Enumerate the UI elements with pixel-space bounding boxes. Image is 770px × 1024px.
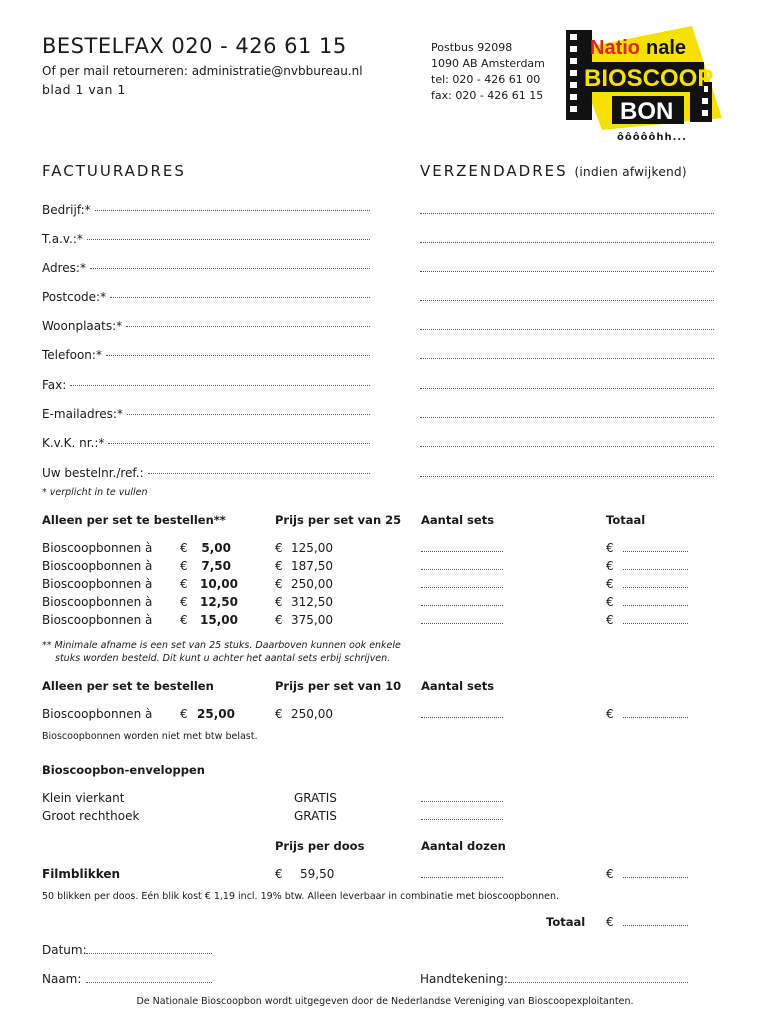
field-line[interactable] (148, 473, 370, 474)
quantity-input[interactable] (421, 877, 503, 878)
filmblikken-note: 50 blikken per doos. Eén blik kost € 1,19 incl. 19% btw. Alleen leverbaar in combinatie met bioscoopbonnen. (42, 891, 560, 902)
euro-sign: € (275, 559, 283, 573)
col-header-set-price: Prijs per set van 25 (275, 513, 402, 527)
total-input[interactable] (623, 623, 688, 624)
field-adres[interactable] (42, 261, 370, 275)
row-label: Filmblikken (42, 867, 121, 881)
date-input[interactable] (86, 953, 212, 954)
unit-price: 5,00 (201, 541, 231, 555)
box-price: 59,50 (300, 867, 335, 881)
euro-sign: € (275, 595, 283, 609)
field-line[interactable] (110, 297, 370, 298)
field-line[interactable] (108, 443, 370, 444)
minimum-order-note-cont: stuks worden besteld. Dit kunt u achter het aantal sets erbij schrijven. (55, 653, 391, 664)
grand-total-input[interactable] (623, 925, 688, 926)
mail-instruction: Of per mail retourneren: administratie@nvbbureau.nl (42, 64, 363, 78)
shipping-line[interactable] (420, 300, 714, 301)
euro-sign: € (606, 595, 614, 609)
price-free: GRATIS (294, 809, 337, 823)
euro-sign: € (180, 559, 188, 573)
field-label: Uw bestelnr./ref.: (42, 466, 144, 480)
col-header-box-quantity: Aantal dozen (421, 839, 506, 853)
address-line: Postbus 92098 (431, 41, 513, 54)
shipping-line[interactable] (420, 476, 714, 477)
quantity-input[interactable] (421, 551, 503, 552)
footer-credit: De Nationale Bioscoopbon wordt uitgegeven door de Nederlandse Vereniging van Bioscoopexploitanten. (136, 996, 634, 1007)
field-label: Bedrijf:* (42, 203, 91, 217)
signature-input[interactable] (508, 982, 688, 983)
minimum-order-note: ** Minimale afname is een set van 25 stuks. Daarboven kunnen ook enkele (42, 640, 401, 651)
field-label: Postcode:* (42, 290, 107, 304)
total-input[interactable] (623, 551, 688, 552)
field-label: E-mailadres:* (42, 407, 123, 421)
shipping-line[interactable] (420, 271, 714, 272)
field-line[interactable] (90, 268, 370, 269)
euro-sign: € (275, 577, 283, 591)
total-input[interactable] (623, 587, 688, 588)
field-emailadres[interactable] (42, 407, 370, 421)
row-label: Klein vierkant (42, 791, 125, 805)
date-label: Datum: (42, 943, 87, 957)
shipping-line[interactable] (420, 446, 714, 447)
logo-text-bioscoop: BIOSCOOP (584, 65, 714, 92)
field-line[interactable] (70, 385, 370, 386)
address-line: fax: 020 - 426 61 15 (431, 89, 544, 102)
logo-tagline: ôôôôôhh... (617, 132, 687, 143)
address-line: 1090 AB Amsterdam (431, 57, 545, 70)
envelopes-heading: Bioscoopbon-enveloppen (42, 763, 205, 777)
signature-label: Handtekening: (420, 972, 508, 986)
shipping-line[interactable] (420, 213, 714, 214)
set-price: 187,50 (291, 559, 333, 573)
billing-heading: FACTUURADRES (42, 162, 186, 180)
total-input[interactable] (623, 605, 688, 606)
row-label: Bioscoopbonnen à (42, 541, 153, 555)
total-input[interactable] (623, 569, 688, 570)
euro-sign: € (606, 577, 614, 591)
col-header-set-price: Prijs per set van 10 (275, 679, 402, 693)
euro-sign: € (275, 541, 283, 555)
quantity-input[interactable] (421, 587, 503, 588)
unit-price: 25,00 (197, 707, 235, 721)
field-label: Woonplaats:* (42, 319, 123, 333)
btw-note: Bioscoopbonnen worden niet met btw belast. (42, 731, 258, 742)
field-kvk[interactable] (42, 436, 370, 450)
unit-price: 7,50 (201, 559, 231, 573)
contact-address (431, 40, 545, 104)
col-header-quantity: Aantal sets (421, 513, 495, 527)
field-bestelnr[interactable] (42, 466, 370, 480)
logo-text-natio: Natio (590, 37, 640, 59)
field-line[interactable] (95, 210, 370, 211)
shipping-line[interactable] (420, 358, 714, 359)
col-header-product: Alleen per set te bestellen (42, 679, 214, 693)
price-free: GRATIS (294, 791, 337, 805)
required-note: * verplicht in te vullen (42, 487, 148, 498)
row-label: Bioscoopbonnen à (42, 707, 153, 721)
logo-text-bon: BON (620, 98, 674, 125)
set-price: 125,00 (291, 541, 333, 555)
quantity-input[interactable] (421, 569, 503, 570)
quantity-input[interactable] (421, 623, 503, 624)
shipping-heading (420, 162, 687, 180)
name-label: Naam: (42, 972, 82, 986)
address-line: tel: 020 - 426 61 00 (431, 73, 541, 86)
field-label: Telefoon:* (42, 348, 102, 362)
quantity-input[interactable] (421, 605, 503, 606)
field-line[interactable] (127, 414, 370, 415)
shipping-heading-text: VERZENDADRES (420, 162, 568, 180)
shipping-line[interactable] (420, 329, 714, 330)
field-bedrijf[interactable] (42, 203, 370, 217)
shipping-line[interactable] (420, 388, 714, 389)
row-label: Bioscoopbonnen à (42, 559, 153, 573)
field-label: K.v.K. nr.:* (42, 436, 105, 450)
euro-sign: € (606, 867, 614, 881)
euro-sign: € (606, 707, 614, 721)
field-label: Fax: (42, 378, 67, 392)
set-price: 375,00 (291, 613, 333, 627)
field-fax[interactable] (42, 378, 370, 392)
name-input[interactable] (86, 982, 212, 983)
field-tav[interactable] (42, 232, 370, 246)
euro-sign: € (180, 577, 188, 591)
unit-price: 15,00 (200, 613, 238, 627)
row-label: Bioscoopbonnen à (42, 595, 153, 609)
quantity-input[interactable] (421, 801, 503, 802)
shipping-line[interactable] (420, 242, 714, 243)
col-header-total: Totaal (606, 513, 646, 527)
field-label: Adres:* (42, 261, 86, 275)
euro-sign: € (180, 595, 188, 609)
logo-text-nale: nale (646, 37, 687, 59)
set-price: 250,00 (291, 577, 333, 591)
page-indicator: blad 1 van 1 (42, 82, 126, 97)
euro-sign: € (606, 915, 614, 929)
field-line[interactable] (106, 355, 370, 356)
shipping-line[interactable] (420, 417, 714, 418)
col-header-quantity: Aantal sets (421, 679, 495, 693)
euro-sign: € (606, 541, 614, 555)
total-input[interactable] (623, 877, 688, 878)
euro-sign: € (275, 613, 283, 627)
field-label: T.a.v.:* (42, 232, 83, 246)
euro-sign: € (606, 613, 614, 627)
euro-sign: € (275, 707, 283, 721)
quantity-input[interactable] (421, 717, 503, 718)
euro-sign: € (180, 613, 188, 627)
shipping-heading-note: (indien afwijkend) (574, 165, 687, 179)
unit-price: 12,50 (200, 595, 238, 609)
grand-total-label: Totaal (546, 915, 586, 929)
euro-sign: € (180, 707, 188, 721)
col-header-box-price: Prijs per doos (275, 839, 365, 853)
row-label: Bioscoopbonnen à (42, 577, 153, 591)
field-line[interactable] (87, 239, 370, 240)
euro-sign: € (180, 541, 188, 555)
row-label: Groot rechthoek (42, 809, 140, 823)
quantity-input[interactable] (421, 819, 503, 820)
field-woonplaats[interactable] (42, 319, 370, 333)
nationale-bioscoopbon-logo (562, 22, 722, 130)
row-label: Bioscoopbonnen à (42, 613, 153, 627)
field-line[interactable] (126, 326, 370, 327)
total-input[interactable] (623, 717, 688, 718)
page-title: BESTELFAX 020 - 426 61 15 (42, 34, 347, 58)
col-header-product: Alleen per set te bestellen** (42, 513, 226, 527)
euro-sign: € (606, 559, 614, 573)
set-price: 250,00 (291, 707, 333, 721)
euro-sign: € (275, 867, 283, 881)
field-postcode[interactable] (42, 290, 370, 304)
set-price: 312,50 (291, 595, 333, 609)
unit-price: 10,00 (200, 577, 238, 591)
field-telefoon[interactable] (42, 348, 370, 362)
